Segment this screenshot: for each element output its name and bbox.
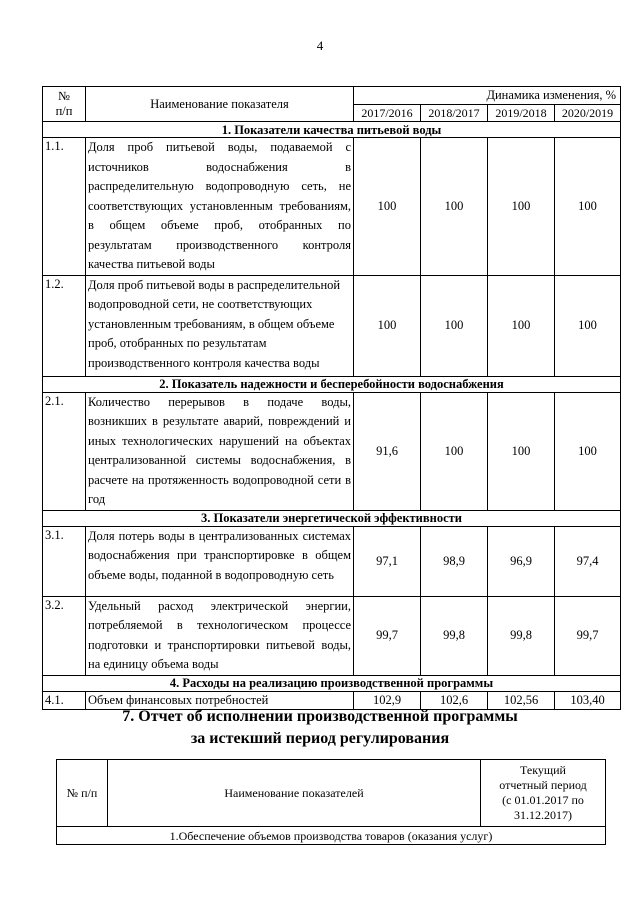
row-value: 102,56 — [488, 691, 555, 709]
row-value: 97,4 — [555, 526, 621, 596]
section-title: 3. Показатели энергетической эффективности — [43, 510, 621, 526]
section-title: 1. Показатели качества питьевой воды — [43, 122, 621, 138]
header-year-4: 2020/2019 — [555, 105, 621, 122]
t2-period-line4: 31.12.2017) — [514, 808, 572, 822]
row-value: 103,40 — [555, 691, 621, 709]
row-value: 98,9 — [421, 526, 488, 596]
row-name: Доля проб питьевой воды в распределительной водопроводной сети, не соответствующих установленным требованиям, в общем объеме проб, отобранных по результатам производственного контроля качества воды — [86, 275, 354, 376]
row-value: 100 — [555, 392, 621, 510]
t2-header-period — [481, 760, 606, 827]
row-value: 100 — [421, 275, 488, 376]
header-num-line1: № — [58, 89, 70, 103]
row-name: Удельный расход электрической энергии, потребляемой в технологическом процессе подготовки и транспортировки питьевой воды, на единицу объема воды — [86, 596, 354, 675]
row-value: 99,8 — [421, 596, 488, 675]
row-name: Доля проб питьевой воды, подаваемой с источников водоснабжения в распределительную водопроводную сеть, не соответствующих установленным требованиям, в общем объеме проб, отобранных по результатам производственного контроля качества питьевой воды — [86, 138, 354, 276]
row-value: 100 — [421, 392, 488, 510]
section-7-title-line2: за истекший период регулирования — [190, 730, 450, 747]
header-year-1: 2017/2016 — [354, 105, 421, 122]
row-num: 1.2. — [43, 275, 86, 376]
row-name: Объем финансовых потребностей — [86, 691, 354, 709]
row-num: 2.1. — [43, 392, 86, 510]
section-7-title — [0, 706, 640, 750]
header-num-line2: п/п — [55, 104, 73, 118]
row-value: 100 — [488, 138, 555, 276]
row-value: 97,1 — [354, 526, 421, 596]
header-dynamics: Динамика изменения, % — [354, 87, 621, 105]
t2-section-title: 1.Обеспечение объемов производства товаров (оказания услуг) — [57, 827, 606, 845]
row-name: Количество перерывов в подаче воды, возникших в результате аварий, повреждений и иных технологических нарушений на объектах централизованной системы водоснабжения, в расчете на протяженность водопроводной сети в год — [86, 392, 354, 510]
t2-period-line3: (с 01.01.2017 по — [502, 793, 584, 807]
row-value: 99,7 — [555, 596, 621, 675]
row-value: 100 — [421, 138, 488, 276]
row-num: 4.1. — [43, 691, 86, 709]
row-value: 100 — [488, 392, 555, 510]
header-name: Наименование показателя — [86, 87, 354, 122]
t2-period-line2: отчетный период — [499, 778, 587, 792]
row-num: 3.2. — [43, 596, 86, 675]
row-value: 100 — [354, 275, 421, 376]
water-indicators-table — [42, 86, 621, 710]
page-number: 4 — [316, 38, 324, 53]
row-value: 96,9 — [488, 526, 555, 596]
header-year-3: 2019/2018 — [488, 105, 555, 122]
t2-header-name: Наименование показателей — [108, 760, 481, 827]
section-7-title-line1: 7. Отчет об исполнении производственной программы — [122, 708, 518, 725]
row-value: 100 — [488, 275, 555, 376]
row-num: 3.1. — [43, 526, 86, 596]
row-value: 91,6 — [354, 392, 421, 510]
section-title: 2. Показатель надежности и бесперебойности водоснабжения — [43, 376, 621, 392]
row-value: 99,8 — [488, 596, 555, 675]
row-value: 102,9 — [354, 691, 421, 709]
row-value: 100 — [555, 275, 621, 376]
row-value: 100 — [555, 138, 621, 276]
header-num — [43, 87, 86, 122]
header-year-2: 2018/2017 — [421, 105, 488, 122]
row-value: 102,6 — [421, 691, 488, 709]
row-num: 1.1. — [43, 138, 86, 276]
program-report-table — [56, 759, 606, 845]
row-value: 100 — [354, 138, 421, 276]
row-name: Доля потерь воды в централизованных системах водоснабжения при транспортировке в общем объеме воды, поданной в водопроводную сеть — [86, 526, 354, 596]
row-value: 99,7 — [354, 596, 421, 675]
t2-header-num: № п/п — [57, 760, 108, 827]
section-title: 4. Расходы на реализацию производственной программы — [43, 675, 621, 691]
t2-period-line1: Текущий — [520, 763, 566, 777]
